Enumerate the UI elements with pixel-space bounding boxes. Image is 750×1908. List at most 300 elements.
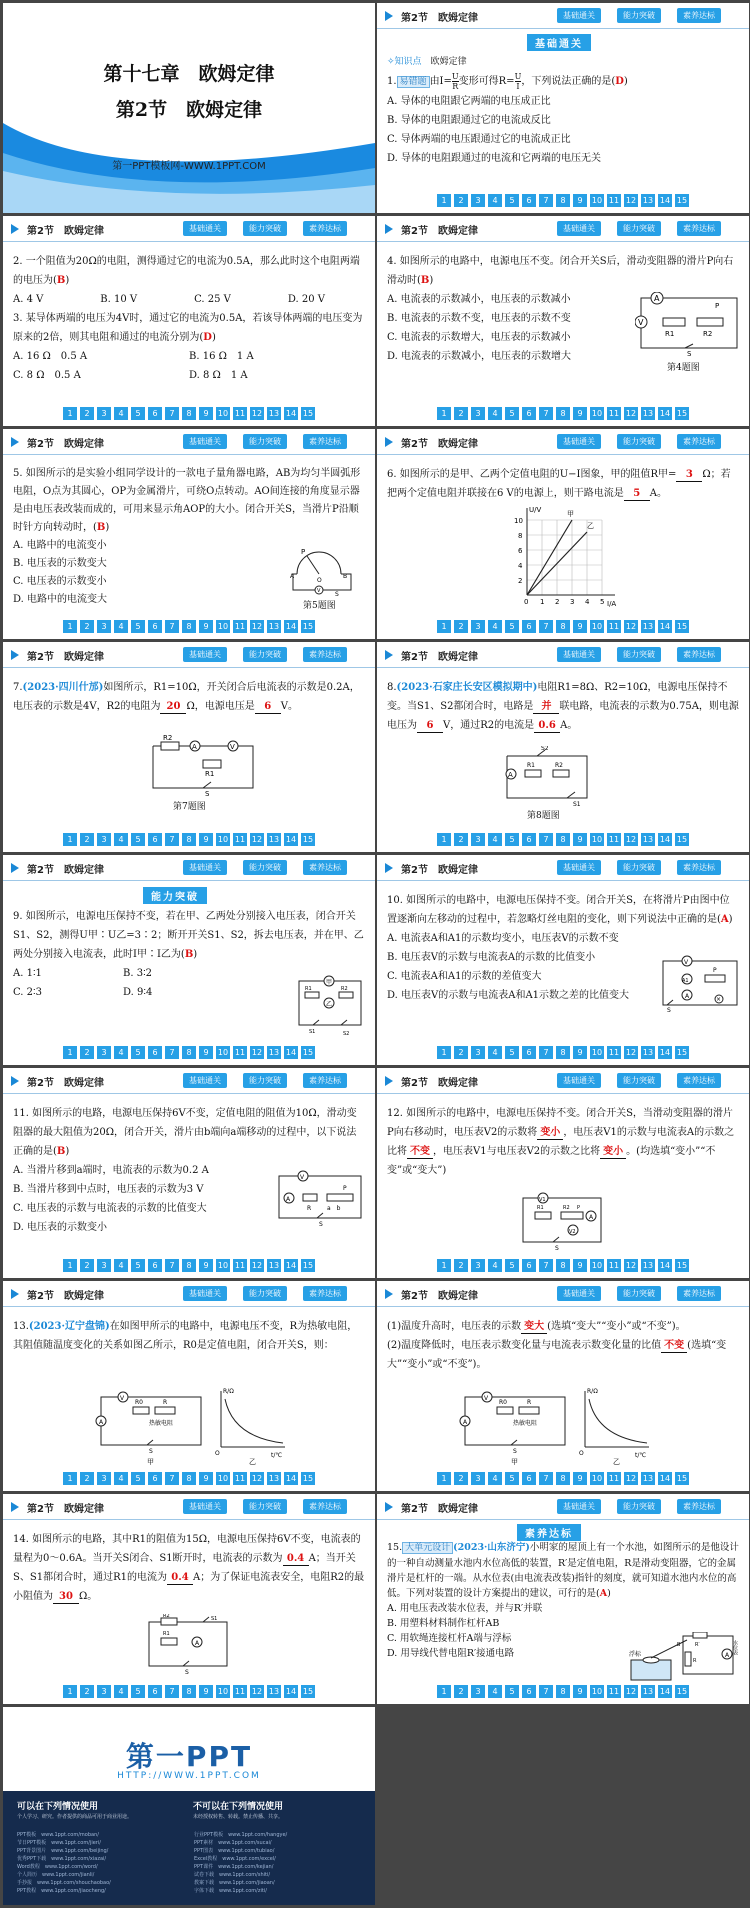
option: B. 当滑片移到中点时，电压表的示数为3 V	[13, 1184, 204, 1195]
q6-blank-2: 5	[624, 487, 650, 501]
nav-ability-button[interactable]: 能力突破	[243, 1073, 287, 1088]
nav-basic-button[interactable]: 基础通关	[557, 1499, 601, 1514]
page-button-6[interactable]: 6	[148, 620, 162, 633]
page-button-3[interactable]: 3	[471, 833, 485, 846]
page-button-11[interactable]: 11	[608, 1261, 620, 1270]
page-button-8[interactable]: 8	[556, 833, 570, 846]
nav-ability-button[interactable]: 能力突破	[617, 221, 661, 236]
page-button-12[interactable]: 12	[251, 835, 263, 844]
q4-circuit-diagram	[635, 292, 743, 356]
page-button-1[interactable]: 1	[63, 1259, 77, 1272]
page-button-12[interactable]: 12	[625, 196, 637, 205]
page-button-8[interactable]: 8	[182, 1259, 196, 1272]
resource-link[interactable]: 字体下载 www.1ppt.com/ziti/	[194, 1888, 267, 1894]
page-button-13[interactable]: 13	[268, 1687, 280, 1696]
page-button-1[interactable]: 1	[437, 1685, 451, 1698]
page-button-5[interactable]: 5	[505, 407, 519, 420]
page-button-12[interactable]: 12	[251, 622, 263, 631]
page-button-5[interactable]: 5	[131, 1046, 145, 1059]
page-button-8[interactable]: 8	[182, 833, 196, 846]
page-button-3[interactable]: 3	[97, 407, 111, 420]
resource-link[interactable]: PPT背景图片 www.1ppt.com/beijing/	[17, 1848, 109, 1854]
page-button-7[interactable]: 7	[539, 407, 553, 420]
page-button-4[interactable]: 4	[114, 1259, 128, 1272]
nav-literacy-button[interactable]: 素养达标	[303, 221, 347, 236]
page-button-1[interactable]: 1	[437, 620, 451, 633]
page-button-8[interactable]: 8	[556, 1046, 570, 1059]
page-button-13[interactable]: 13	[268, 1048, 280, 1057]
nav-basic-button[interactable]: 基础通关	[557, 860, 601, 875]
resource-link[interactable]: 个人简历 www.1ppt.com/jianli/	[17, 1872, 95, 1878]
page-button-7[interactable]: 7	[165, 1685, 179, 1698]
resource-link[interactable]: PPT教程 www.1ppt.com/jiaocheng/	[17, 1888, 106, 1894]
page-button-4[interactable]: 4	[114, 407, 128, 420]
page-button-5[interactable]: 5	[131, 1685, 145, 1698]
page-button-9[interactable]: 9	[573, 833, 587, 846]
page-button-6[interactable]: 6	[148, 1472, 162, 1485]
page-button-1[interactable]: 1	[437, 1046, 451, 1059]
nav-ability-button[interactable]: 能力突破	[617, 1073, 661, 1088]
page-button-11[interactable]: 11	[234, 1261, 246, 1270]
page-button-6[interactable]: 6	[522, 194, 536, 207]
page-button-9[interactable]: 9	[199, 833, 213, 846]
page-button-12[interactable]: 12	[625, 622, 637, 631]
resource-link[interactable]: 行业PPT模板 www.1ppt.com/hangye/	[194, 1832, 288, 1838]
page-button-2[interactable]: 2	[454, 1472, 468, 1485]
page-button-11[interactable]: 11	[608, 196, 620, 205]
page-button-15[interactable]: 15	[302, 1261, 314, 1270]
page-button-1[interactable]: 1	[63, 1046, 77, 1059]
q14-blank-1: 0.4	[283, 1552, 309, 1566]
nav-basic-button[interactable]: 基础通关	[557, 221, 601, 236]
page-button-13[interactable]: 13	[642, 1687, 654, 1696]
page-button-15[interactable]: 15	[676, 1687, 688, 1696]
page-button-12[interactable]: 12	[251, 1048, 263, 1057]
page-button-11[interactable]: 11	[234, 835, 246, 844]
page-button-13[interactable]: 13	[268, 835, 280, 844]
page-button-14[interactable]: 14	[659, 1048, 671, 1057]
page-button-8[interactable]: 8	[182, 407, 196, 420]
page-button-10[interactable]: 10	[591, 196, 603, 205]
page-button-15[interactable]: 15	[302, 1687, 314, 1696]
page-button-9[interactable]: 9	[199, 1685, 213, 1698]
page-button-3[interactable]: 3	[97, 1046, 111, 1059]
page-button-14[interactable]: 14	[659, 1687, 671, 1696]
nav-basic-button[interactable]: 基础通关	[557, 647, 601, 662]
page-button-7[interactable]: 7	[165, 1259, 179, 1272]
page-button-6[interactable]: 6	[148, 1046, 162, 1059]
nav-ability-button[interactable]: 能力突破	[243, 221, 287, 236]
page-button-9[interactable]: 9	[573, 1259, 587, 1272]
page-button-3[interactable]: 3	[97, 833, 111, 846]
page-button-4[interactable]: 4	[114, 1685, 128, 1698]
page-button-11[interactable]: 11	[234, 409, 246, 418]
page-button-7[interactable]: 7	[539, 1472, 553, 1485]
page-button-11[interactable]: 11	[608, 409, 620, 418]
page-button-4[interactable]: 4	[488, 1685, 502, 1698]
nav-literacy-button[interactable]: 素养达标	[677, 860, 721, 875]
page-button-11[interactable]: 11	[234, 622, 246, 631]
page-button-1[interactable]: 1	[437, 1472, 451, 1485]
nav-literacy-button[interactable]: 素养达标	[303, 1073, 347, 1088]
page-button-6[interactable]: 6	[522, 833, 536, 846]
page-button-13[interactable]: 13	[642, 196, 654, 205]
page-button-15[interactable]: 15	[302, 409, 314, 418]
page-button-13[interactable]: 13	[642, 622, 654, 631]
page-button-2[interactable]: 2	[80, 1259, 94, 1272]
page-button-4[interactable]: 4	[114, 1472, 128, 1485]
slide-q9	[3, 855, 375, 1065]
page-button-9[interactable]: 9	[199, 1046, 213, 1059]
resource-link[interactable]: 教案下载 www.1ppt.com/jiaoan/	[194, 1880, 275, 1886]
page-button-6[interactable]: 6	[522, 1046, 536, 1059]
page-button-7[interactable]: 7	[539, 1685, 553, 1698]
nav-basic-button[interactable]: 基础通关	[183, 221, 227, 236]
page-button-14[interactable]: 14	[659, 622, 671, 631]
page-button-13[interactable]: 13	[642, 409, 654, 418]
page-button-8[interactable]: 8	[182, 1046, 196, 1059]
page-button-7[interactable]: 7	[539, 194, 553, 207]
page-button-4[interactable]: 4	[114, 833, 128, 846]
page-button-12[interactable]: 12	[251, 1474, 263, 1483]
page-button-3[interactable]: 3	[471, 1259, 485, 1272]
page-button-1[interactable]: 1	[437, 1259, 451, 1272]
page-button-7[interactable]: 7	[165, 1472, 179, 1485]
page-button-14[interactable]: 14	[659, 1474, 671, 1483]
page-button-5[interactable]: 5	[505, 1259, 519, 1272]
knowledge-point-name: 欧姆定律	[430, 57, 467, 67]
page-button-12[interactable]: 12	[625, 1474, 637, 1483]
page-button-11[interactable]: 11	[608, 1687, 620, 1696]
page-button-12[interactable]: 12	[625, 835, 637, 844]
nav-basic-button[interactable]: 基础通关	[557, 1286, 601, 1301]
nav-literacy-button[interactable]: 素养达标	[303, 434, 347, 449]
nav-ability-button[interactable]: 能力突破	[243, 860, 287, 875]
page-button-15[interactable]: 15	[302, 1474, 314, 1483]
page-button-9[interactable]: 9	[573, 194, 587, 207]
page-button-6[interactable]: 6	[148, 1259, 162, 1272]
page-button-2[interactable]: 2	[454, 833, 468, 846]
resource-links	[17, 1831, 361, 1895]
page-button-2[interactable]: 2	[454, 194, 468, 207]
page-button-14[interactable]: 14	[659, 1261, 671, 1270]
page-button-9[interactable]: 9	[573, 407, 587, 420]
page-button-8[interactable]: 8	[182, 620, 196, 633]
resource-link[interactable]: PPT图表 www.1ppt.com/tubiao/	[194, 1848, 275, 1854]
nav-basic-button[interactable]: 基础通关	[183, 1499, 227, 1514]
page-button-14[interactable]: 14	[659, 835, 671, 844]
page-button-5[interactable]: 5	[505, 1472, 519, 1485]
page-button-7[interactable]: 7	[539, 1259, 553, 1272]
page-button-3[interactable]: 3	[471, 194, 485, 207]
page-button-6[interactable]: 6	[148, 407, 162, 420]
page-button-13[interactable]: 13	[642, 1474, 654, 1483]
nav-basic-button[interactable]: 基础通关	[183, 647, 227, 662]
page-button-3[interactable]: 3	[471, 407, 485, 420]
page-button-9[interactable]: 9	[573, 620, 587, 633]
page-button-1[interactable]: 1	[63, 407, 77, 420]
page-button-14[interactable]: 14	[285, 1474, 297, 1483]
page-button-5[interactable]: 5	[505, 194, 519, 207]
nav-literacy-button[interactable]: 素养达标	[303, 1286, 347, 1301]
page-button-14[interactable]: 14	[285, 835, 297, 844]
page-button-12[interactable]: 12	[251, 1261, 263, 1270]
nav-literacy-button[interactable]: 素养达标	[677, 221, 721, 236]
page-button-7[interactable]: 7	[165, 833, 179, 846]
page-button-10[interactable]: 10	[591, 835, 603, 844]
page-button-4[interactable]: 4	[488, 1046, 502, 1059]
page-button-1[interactable]: 1	[63, 833, 77, 846]
chapter-title: 第十七章 欧姆定律	[103, 63, 275, 85]
nav-ability-button[interactable]: 能力突破	[617, 860, 661, 875]
page-button-6[interactable]: 6	[522, 407, 536, 420]
page-button-11[interactable]: 11	[608, 1474, 620, 1483]
option: D. 9∶4	[123, 987, 153, 998]
page-button-13[interactable]: 13	[268, 1474, 280, 1483]
page-button-13[interactable]: 13	[642, 835, 654, 844]
nav-ability-button[interactable]: 能力突破	[243, 1286, 287, 1301]
page-button-9[interactable]: 9	[199, 1472, 213, 1485]
page-button-5[interactable]: 5	[131, 833, 145, 846]
nav-ability-button[interactable]: 能力突破	[617, 1499, 661, 1514]
resource-link[interactable]: PPT课件 www.1ppt.com/kejian/	[194, 1864, 274, 1870]
nav-ability-button[interactable]: 能力突破	[243, 647, 287, 662]
page-button-4[interactable]: 4	[488, 1472, 502, 1485]
page-button-5[interactable]: 5	[131, 1259, 145, 1272]
page-button-10[interactable]: 10	[591, 409, 603, 418]
page-button-15[interactable]: 15	[302, 1048, 314, 1057]
page-button-5[interactable]: 5	[505, 620, 519, 633]
nav-ability-button[interactable]: 能力突破	[617, 434, 661, 449]
page-button-10[interactable]: 10	[591, 1261, 603, 1270]
page-button-6[interactable]: 6	[148, 1685, 162, 1698]
slide-header	[3, 1494, 375, 1520]
page-button-2[interactable]: 2	[80, 407, 94, 420]
page-button-1[interactable]: 1	[437, 407, 451, 420]
page-button-3[interactable]: 3	[97, 1259, 111, 1272]
page-button-14[interactable]: 14	[285, 1048, 297, 1057]
nav-ability-button[interactable]: 能力突破	[617, 1286, 661, 1301]
page-button-2[interactable]: 2	[454, 1046, 468, 1059]
page-button-15[interactable]: 15	[676, 1048, 688, 1057]
page-button-5[interactable]: 5	[505, 1685, 519, 1698]
page-button-9[interactable]: 9	[199, 407, 213, 420]
page-button-15[interactable]: 15	[302, 622, 314, 631]
page-button-8[interactable]: 8	[556, 1685, 570, 1698]
page-button-6[interactable]: 6	[522, 1259, 536, 1272]
page-button-4[interactable]: 4	[488, 407, 502, 420]
resource-link[interactable]: Excel教程 www.1ppt.com/excel/	[194, 1856, 276, 1862]
page-button-10[interactable]: 10	[217, 1261, 229, 1270]
page-button-8[interactable]: 8	[182, 1685, 196, 1698]
nav-literacy-button[interactable]: 素养达标	[677, 647, 721, 662]
page-button-2[interactable]: 2	[454, 1259, 468, 1272]
page-button-7[interactable]: 7	[165, 620, 179, 633]
page-button-11[interactable]: 11	[234, 1687, 246, 1696]
page-button-13[interactable]: 13	[268, 409, 280, 418]
page-button-5[interactable]: 5	[505, 833, 519, 846]
resource-link[interactable]: 节日PPT模板 www.1ppt.com/jieri/	[17, 1840, 101, 1846]
page-button-5[interactable]: 5	[131, 407, 145, 420]
page-button-11[interactable]: 11	[234, 1474, 246, 1483]
nav-literacy-button[interactable]: 素养达标	[677, 1073, 721, 1088]
page-button-7[interactable]: 7	[539, 833, 553, 846]
nav-literacy-button[interactable]: 素养达标	[303, 647, 347, 662]
page-button-6[interactable]: 6	[522, 1685, 536, 1698]
nav-literacy-button[interactable]: 素养达标	[303, 1499, 347, 1514]
page-button-12[interactable]: 12	[251, 409, 263, 418]
page-button-15[interactable]: 15	[676, 835, 688, 844]
page-button-10[interactable]: 10	[591, 1474, 603, 1483]
nav-basic-button[interactable]: 基础通关	[557, 8, 601, 23]
nav-basic-button[interactable]: 基础通关	[183, 434, 227, 449]
nav-basic-button[interactable]: 基础通关	[183, 1073, 227, 1088]
page-button-2[interactable]: 2	[80, 1046, 94, 1059]
nav-literacy-button[interactable]: 素养达标	[677, 1286, 721, 1301]
page-button-2[interactable]: 2	[80, 1472, 94, 1485]
resource-link[interactable]: PPT素材 www.1ppt.com/sucai/	[194, 1840, 272, 1846]
page-button-1[interactable]: 1	[63, 1472, 77, 1485]
nav-basic-button[interactable]: 基础通关	[557, 1073, 601, 1088]
page-button-13[interactable]: 13	[268, 622, 280, 631]
page-button-3[interactable]: 3	[471, 1472, 485, 1485]
page-button-4[interactable]: 4	[488, 1259, 502, 1272]
page-button-15[interactable]: 15	[676, 409, 688, 418]
page-button-12[interactable]: 12	[625, 1048, 637, 1057]
page-button-2[interactable]: 2	[80, 620, 94, 633]
page-button-7[interactable]: 7	[165, 1046, 179, 1059]
page-button-1[interactable]: 1	[63, 620, 77, 633]
page-button-4[interactable]: 4	[488, 833, 502, 846]
page-button-11[interactable]: 11	[234, 1048, 246, 1057]
page-button-9[interactable]: 9	[199, 1259, 213, 1272]
page-button-12[interactable]: 12	[251, 1687, 263, 1696]
page-button-10[interactable]: 10	[591, 1687, 603, 1696]
page-button-14[interactable]: 14	[285, 409, 297, 418]
page-button-4[interactable]: 4	[488, 194, 502, 207]
page-button-11[interactable]: 11	[608, 622, 620, 631]
page-button-1[interactable]: 1	[437, 194, 451, 207]
page-button-11[interactable]: 11	[608, 835, 620, 844]
page-button-2[interactable]: 2	[80, 833, 94, 846]
page-button-14[interactable]: 14	[285, 1687, 297, 1696]
page-button-9[interactable]: 9	[199, 620, 213, 633]
page-button-10[interactable]: 10	[217, 1687, 229, 1696]
page-button-12[interactable]: 12	[625, 1261, 637, 1270]
page-button-14[interactable]: 14	[659, 196, 671, 205]
page-button-3[interactable]: 3	[471, 1685, 485, 1698]
page-button-3[interactable]: 3	[471, 1046, 485, 1059]
nav-literacy-button[interactable]: 素养达标	[677, 434, 721, 449]
resource-link[interactable]: 优秀PPT下载 www.1ppt.com/xiazai/	[17, 1856, 107, 1862]
page-button-14[interactable]: 14	[285, 1261, 297, 1270]
nav-literacy-button[interactable]: 素养达标	[677, 8, 721, 23]
page-button-3[interactable]: 3	[471, 620, 485, 633]
page-button-3[interactable]: 3	[97, 620, 111, 633]
resource-link[interactable]: 手抄报 www.1ppt.com/shouchaobao/	[17, 1880, 111, 1886]
page-button-5[interactable]: 5	[505, 1046, 519, 1059]
page-button-15[interactable]: 15	[676, 196, 688, 205]
nav-literacy-button[interactable]: 素养达标	[677, 1499, 721, 1514]
page-button-13[interactable]: 13	[642, 1048, 654, 1057]
page-button-10[interactable]: 10	[591, 1048, 603, 1057]
page-button-3[interactable]: 3	[97, 1685, 111, 1698]
page-button-2[interactable]: 2	[454, 407, 468, 420]
q-number: 1.	[387, 76, 397, 87]
page-button-9[interactable]: 9	[573, 1472, 587, 1485]
page-button-6[interactable]: 6	[148, 833, 162, 846]
page-button-5[interactable]: 5	[131, 1472, 145, 1485]
page-button-13[interactable]: 13	[268, 1261, 280, 1270]
page-button-15[interactable]: 15	[676, 1474, 688, 1483]
page-button-7[interactable]: 7	[539, 1046, 553, 1059]
page-button-7[interactable]: 7	[165, 407, 179, 420]
brand-url[interactable]: HTTP://WWW.1PPT.COM	[117, 1771, 261, 1781]
page-button-6[interactable]: 6	[522, 620, 536, 633]
resource-link[interactable]: Word教程 www.1ppt.com/word/	[17, 1864, 98, 1870]
page-button-8[interactable]: 8	[556, 407, 570, 420]
page-button-10[interactable]: 10	[217, 622, 229, 631]
svg-text:A: A	[589, 1214, 594, 1221]
nav-ability-button[interactable]: 能力突破	[243, 434, 287, 449]
page-button-10[interactable]: 10	[217, 835, 229, 844]
page-button-15[interactable]: 15	[676, 1261, 688, 1270]
page-button-14[interactable]: 14	[659, 409, 671, 418]
page-button-14[interactable]: 14	[285, 622, 297, 631]
nav-basic-button[interactable]: 基础通关	[557, 434, 601, 449]
nav-ability-button[interactable]: 能力突破	[243, 1499, 287, 1514]
page-button-15[interactable]: 15	[676, 622, 688, 631]
page-button-11[interactable]: 11	[608, 1048, 620, 1057]
page-button-7[interactable]: 7	[539, 620, 553, 633]
page-button-8[interactable]: 8	[556, 1472, 570, 1485]
page-button-10[interactable]: 10	[591, 622, 603, 631]
resource-link[interactable]: 试卷下载 www.1ppt.com/shiti/	[194, 1872, 271, 1878]
page-button-1[interactable]: 1	[437, 833, 451, 846]
page-button-8[interactable]: 8	[556, 620, 570, 633]
page-button-2[interactable]: 2	[454, 620, 468, 633]
nav-ability-button[interactable]: 能力突破	[617, 8, 661, 23]
nav-literacy-button[interactable]: 素养达标	[303, 860, 347, 875]
page-button-12[interactable]: 12	[625, 1687, 637, 1696]
page-button-3[interactable]: 3	[97, 1472, 111, 1485]
page-button-2[interactable]: 2	[80, 1685, 94, 1698]
resource-link[interactable]: PPT模板 www.1ppt.com/moban/	[17, 1832, 99, 1838]
page-button-8[interactable]: 8	[182, 1472, 196, 1485]
nav-ability-button[interactable]: 能力突破	[617, 647, 661, 662]
page-button-10[interactable]: 10	[217, 1048, 229, 1057]
page-button-5[interactable]: 5	[131, 620, 145, 633]
page-button-8[interactable]: 8	[556, 1259, 570, 1272]
page-button-13[interactable]: 13	[642, 1261, 654, 1270]
page-button-12[interactable]: 12	[625, 409, 637, 418]
nav-basic-button[interactable]: 基础通关	[183, 860, 227, 875]
page-button-9[interactable]: 9	[573, 1685, 587, 1698]
page-button-4[interactable]: 4	[488, 620, 502, 633]
page-button-4[interactable]: 4	[114, 620, 128, 633]
page-button-15[interactable]: 15	[302, 835, 314, 844]
page-button-6[interactable]: 6	[522, 1472, 536, 1485]
page-button-8[interactable]: 8	[556, 194, 570, 207]
page-button-10[interactable]: 10	[217, 409, 229, 418]
page-button-1[interactable]: 1	[63, 1685, 77, 1698]
page-button-10[interactable]: 10	[217, 1474, 229, 1483]
page-button-2[interactable]: 2	[454, 1685, 468, 1698]
page-button-9[interactable]: 9	[573, 1046, 587, 1059]
section-label: 第2节 欧姆定律	[27, 1504, 104, 1515]
page-button-4[interactable]: 4	[114, 1046, 128, 1059]
nav-basic-button[interactable]: 基础通关	[183, 1286, 227, 1301]
